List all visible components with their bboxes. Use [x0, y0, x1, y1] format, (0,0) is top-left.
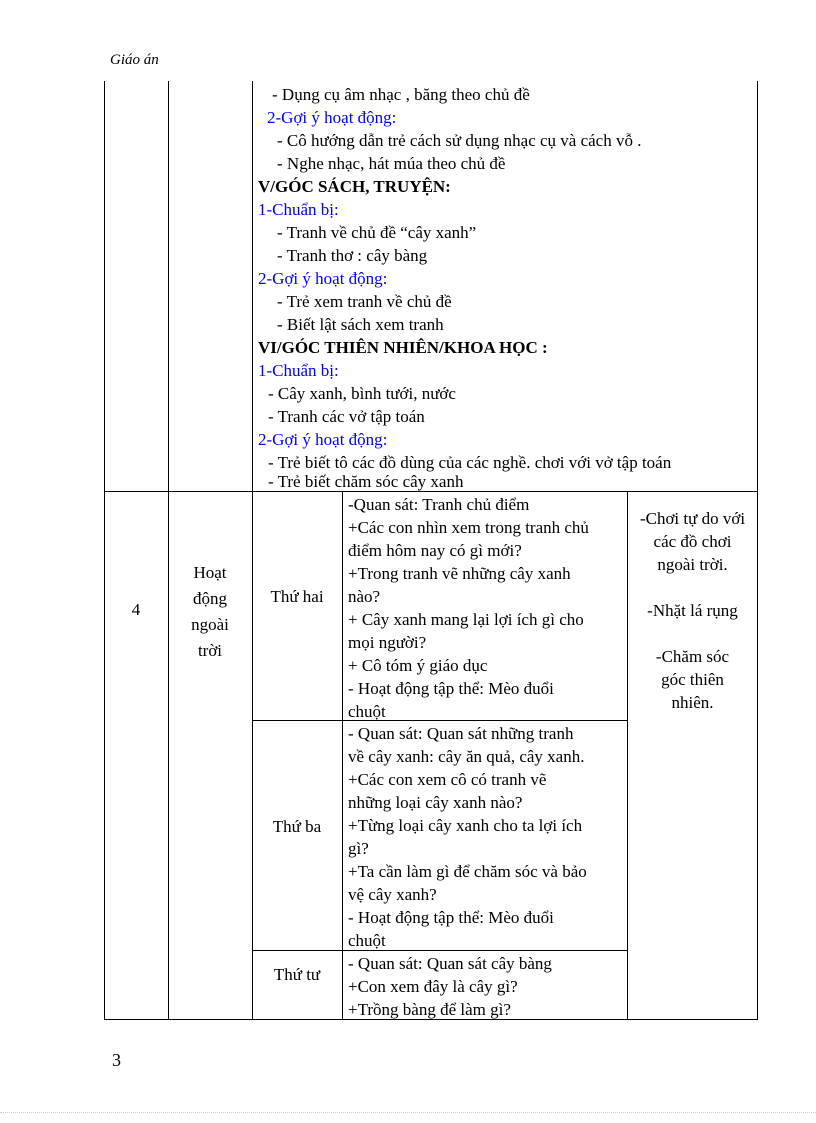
content-line: +Ta cần làm gì để chăm sóc và bảo — [348, 862, 587, 881]
content-line: -Quan sát: Tranh chủ điểm — [348, 495, 530, 514]
day-label-text: Thứ hai — [270, 587, 324, 606]
page-bottom-rule — [0, 1112, 816, 1113]
extra-activities — [628, 507, 757, 714]
content-line: 2-Gợi ý hoạt động: — [258, 269, 388, 288]
section-number-text: 4 — [131, 600, 141, 619]
content-line: +Con xem đây là cây gì? — [348, 977, 518, 996]
content-line: - Biết lật sách xem tranh — [277, 315, 444, 334]
content-line: mọi người? — [348, 633, 427, 652]
content-line: chuột — [348, 702, 386, 721]
day-content-tuesday — [348, 722, 624, 952]
activity-name-line: động — [193, 589, 227, 608]
column-divider-3 — [342, 491, 343, 1020]
column-divider-2 — [252, 81, 253, 1020]
day-label-monday — [252, 585, 342, 608]
extra-line — [628, 576, 757, 599]
day-label-text: Thứ tư — [273, 965, 321, 984]
content-line: - Cô hướng dẫn trẻ cách sử dụng nhạc cụ và cách vỗ . — [277, 131, 642, 150]
content-line: về cây xanh: cây ăn quả, cây xanh. — [348, 747, 585, 766]
content-line: +Các con xem cô có tranh vẽ — [348, 770, 547, 789]
content-line: - Nghe nhạc, hát múa theo chủ đề — [277, 154, 506, 173]
extra-line: nhiên. — [671, 693, 714, 712]
content-heading: VI/GÓC THIÊN NHIÊN/KHOA HỌC : — [258, 338, 548, 357]
content-line: - Tranh các vở tập toán — [268, 407, 425, 426]
content-line: - Trẻ biết tô các đồ dùng của các nghề. chơi với vở tập toán — [268, 453, 672, 472]
content-line: +Các con nhìn xem trong tranh chủ — [348, 518, 589, 537]
content-line: vệ cây xanh? — [348, 885, 437, 904]
extra-line: -Chơi tự do với — [639, 509, 746, 528]
day-content-wednesday — [348, 952, 624, 1021]
section-number — [104, 598, 168, 621]
content-line: + Cô tóm ý giáo dục — [348, 656, 488, 675]
content-heading: V/GÓC SÁCH, TRUYỆN: — [258, 177, 451, 196]
content-line: 1-Chuẩn bị: — [258, 361, 339, 380]
day-label-wednesday — [252, 963, 342, 986]
day-label-tuesday — [252, 815, 342, 838]
extra-line: góc thiên — [661, 670, 724, 689]
day-content-monday — [348, 493, 624, 723]
content-line: - Quan sát: Quan sát những tranh — [348, 724, 574, 743]
content-line: - Hoạt động tập thể: Mèo đuổi — [348, 908, 554, 927]
extra-line: ngoài trời. — [657, 555, 728, 574]
content-line: chuột — [348, 931, 386, 950]
content-line: 2-Gợi ý hoạt động: — [267, 108, 397, 127]
extra-line — [628, 622, 757, 645]
content-line: - Trẻ biết chăm sóc cây xanh — [268, 472, 464, 491]
content-line: - Tranh về chủ đề “cây xanh” — [277, 223, 477, 242]
extra-line: -Chăm sóc — [655, 647, 730, 666]
content-line: điểm hôm nay có gì mới? — [348, 541, 522, 560]
content-line: - Quan sát: Quan sát cây bàng — [348, 954, 552, 973]
day-label-text: Thứ ba — [272, 817, 322, 836]
activity-name-line: trời — [197, 641, 223, 660]
content-line: - Hoạt động tập thể: Mèo đuổi — [348, 679, 554, 698]
activity-name-line: Hoạt — [193, 563, 227, 582]
content-line: 2-Gợi ý hoạt động: — [258, 430, 388, 449]
table-border-left — [104, 81, 105, 1020]
content-line: - Tranh thơ : cây bàng — [277, 246, 428, 265]
activity-name-line: ngoài — [191, 615, 229, 634]
content-line: +Từng loại cây xanh cho ta lợi ích — [348, 816, 583, 835]
content-line: - Dụng cụ âm nhạc , băng theo chủ đề — [272, 85, 530, 104]
page-number: 3 — [112, 1050, 121, 1070]
activity-name — [168, 560, 252, 664]
extra-line: -Nhặt lá rụng — [647, 601, 738, 620]
content-line: nào? — [348, 587, 381, 606]
content-line: + Cây xanh mang lại lợi ích gì cho — [348, 610, 584, 629]
content-line: những loại cây xanh nào? — [348, 793, 523, 812]
content-line: - Cây xanh, bình tưới, nước — [268, 384, 456, 403]
extra-line: các đồ chơi — [653, 532, 732, 551]
content-line: 1-Chuẩn bị: — [258, 200, 339, 219]
content-line: +Trong tranh vẽ những cây xanh — [348, 564, 571, 583]
content-line: gì? — [348, 839, 369, 858]
content-line: - Trẻ xem tranh về chủ đề — [277, 292, 452, 311]
content-line: +Trồng bàng để làm gì? — [348, 1000, 511, 1019]
table-border-right — [757, 81, 758, 1020]
document-header: Giáo án — [110, 52, 159, 68]
column-divider-1 — [168, 81, 169, 1020]
